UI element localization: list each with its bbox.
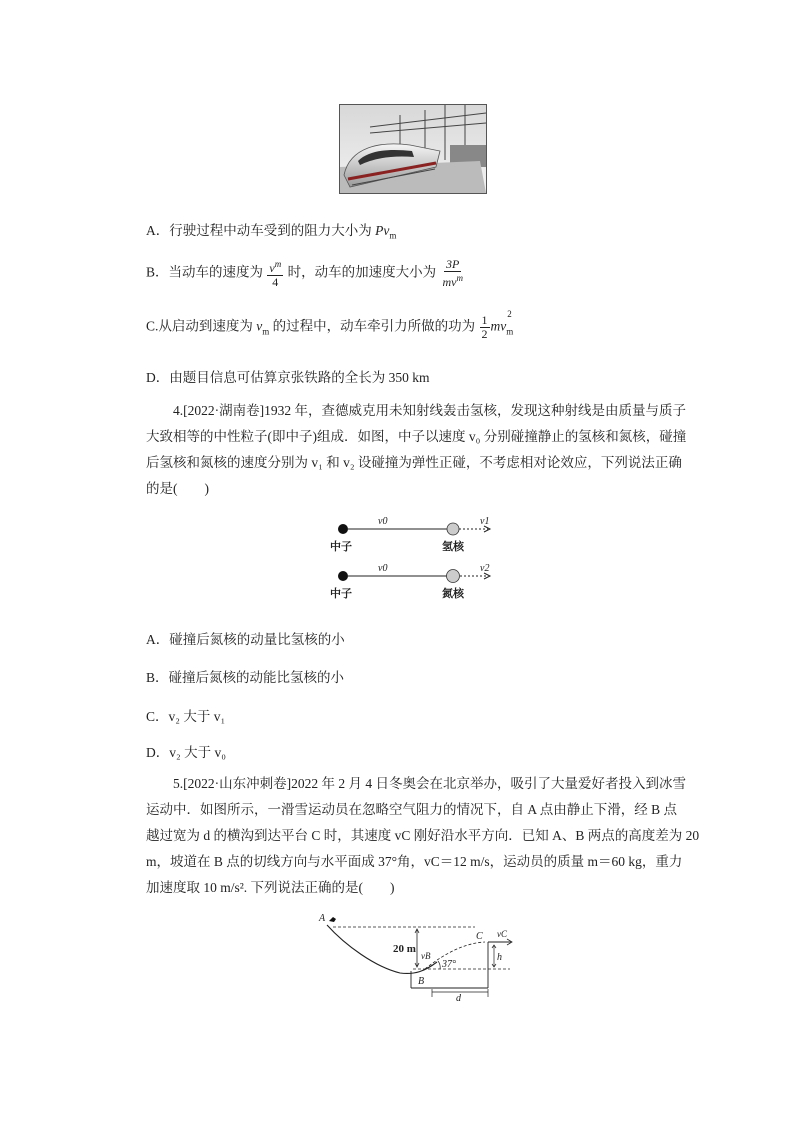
- q4-option-a: A．碰撞后氮核的动量比氢核的小: [146, 632, 345, 647]
- label-vb: vB: [421, 951, 431, 961]
- label-vc: vC: [497, 929, 507, 939]
- nitrogen-label: 氮核: [442, 587, 464, 600]
- q4-line-3: 后氢核和氮核的速度分别为 v₁ 和 v₂ 设碰撞为弹性正碰，不考虑相对论效应，下列说法正确: [146, 455, 682, 470]
- q4-line-1: 4.[2022·湖南卷]1932 年，查德威克用未知射线轰击氢核，发现这种射线是由质量与质子: [173, 403, 686, 418]
- v0-label-1: v0: [378, 516, 388, 527]
- q3-option-c: C.从启动到速度为 $v_m$ 的过程中，动车牵引力所做的功为 $\frac{1}{2}$ $mv_m^2$: [146, 309, 514, 341]
- q4-option-b: B．碰撞后氮核的动能比氢核的小: [146, 670, 345, 685]
- q3-option-b: B．当动车的速度为 $\frac{v^m}{4}$ 时，动车的加速度大小为 $\frac{3P}{mv^m}$: [146, 257, 463, 289]
- q4-option-d: D．v₂ 大于 v₀: [146, 745, 226, 760]
- neutron-label-2: 中子: [330, 587, 352, 600]
- train-photo: [339, 104, 487, 194]
- q5-line-3: 越过宽为 d 的横沟到达平台 C 时，其速度 vC 刚好沿水平方向．已知 A、B 两点的高度差为 20: [146, 828, 700, 843]
- v2-label: v2: [480, 563, 490, 574]
- label-d: d: [456, 993, 461, 1004]
- label-a: A: [319, 913, 326, 924]
- q4-line-2: 大致相等的中性粒子(即中子)组成．如图，中子以速度 v₀ 分别碰撞静止的氢核和氮核，碰撞: [146, 429, 687, 444]
- neutron-dot-1: [338, 524, 348, 534]
- hydrogen-label: 氢核: [442, 540, 464, 553]
- ski-slope-diagram: [305, 905, 525, 1005]
- label-b: B: [418, 976, 425, 987]
- hydrogen-dot: [447, 523, 459, 535]
- label-c: C: [476, 931, 483, 942]
- neutron-label-1: 中子: [330, 540, 352, 553]
- v0-label-2: v0: [378, 563, 388, 574]
- collision-diagram: [320, 510, 500, 602]
- q5-line-1: 5.[2022·山东冲刺卷]2022 年 2 月 4 日冬奥会在北京举办，吸引了大量爱好者投入到冰雪: [173, 776, 686, 791]
- skier-icon: [329, 917, 336, 922]
- q5-line-5: 加速度取 10 m/s². 下列说法正确的是( ): [146, 880, 395, 895]
- q3-option-a: A．行驶过程中动车受到的阻力大小为 $Pv_m$: [146, 223, 397, 241]
- q5-line-2: 运动中．如图所示，一滑雪运动员在忽略空气阻力的情况下，自 A 点由静止下滑，经 B 点: [146, 802, 678, 817]
- label-angle: 37°: [442, 959, 456, 970]
- v1-label: v1: [480, 516, 490, 527]
- label-height: 20 m: [393, 943, 416, 955]
- label-h: h: [497, 952, 502, 963]
- q4-option-c: C．v₂ 大于 v₁: [146, 709, 226, 724]
- neutron-dot-2: [338, 571, 348, 581]
- nitrogen-dot: [447, 570, 460, 583]
- q5-line-4: m，坡道在 B 点的切线方向与水平面成 37°角，vC＝12 m/s，运动员的质量 m＝60 kg，重力: [146, 854, 683, 869]
- q4-line-4: 的是( ): [146, 481, 209, 496]
- q3-option-d: D．由题目信息可估算京张铁路的全长为 350 km: [146, 370, 430, 385]
